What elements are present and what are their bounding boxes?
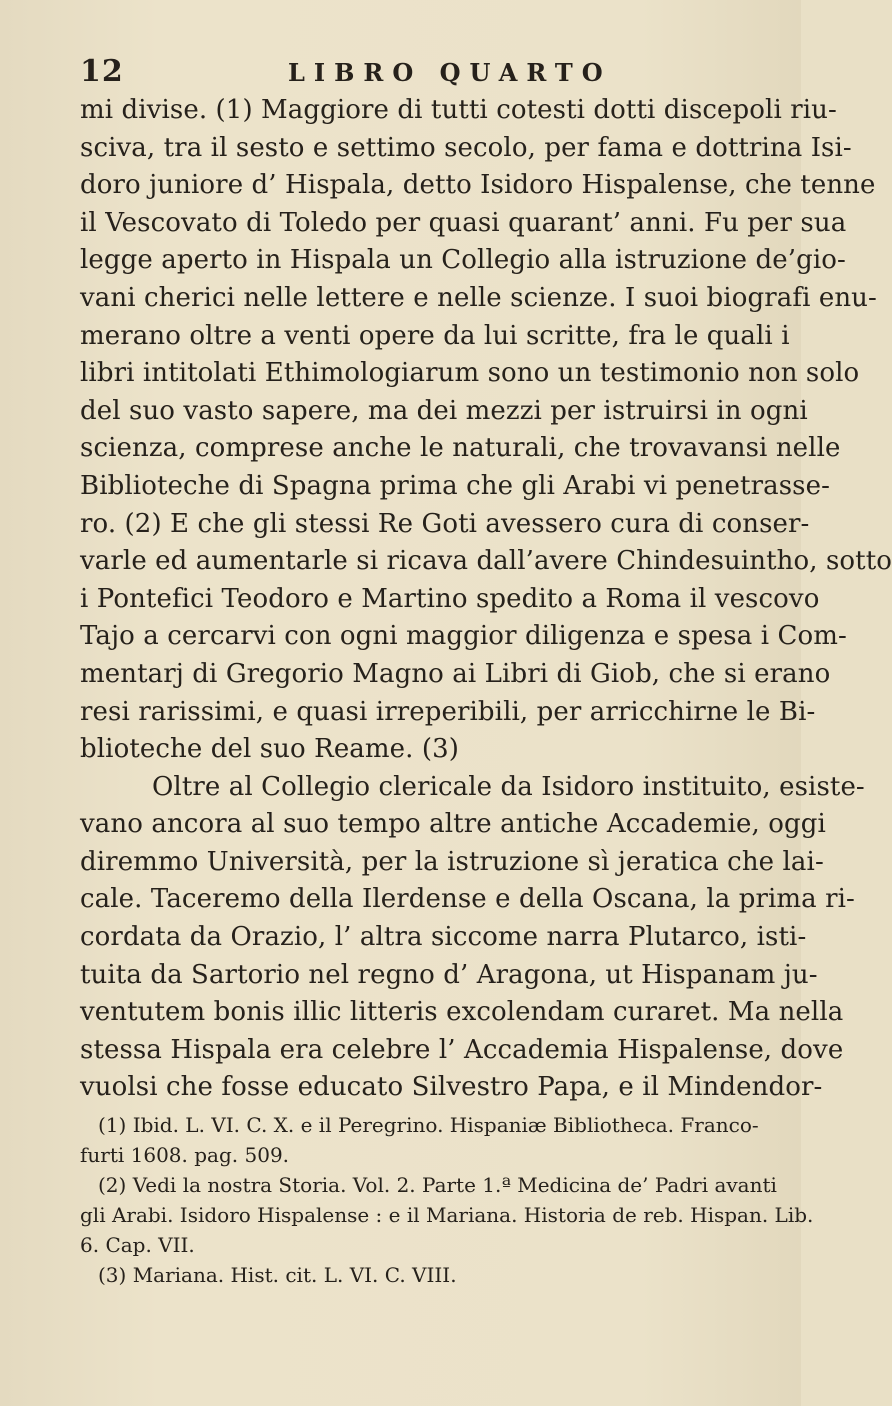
text-line: Tajo a cercarvi con ogni maggior diligenza e spesa i Com- (80, 621, 847, 652)
text-line: varle ed aumentarle si ricava dall’avere Chindesuintho, sotto (80, 546, 892, 577)
text-line: cordata da Orazio, l’ altra siccome narra Plutarco, isti- (80, 922, 807, 953)
footnote-line: furti 1608. pag. 509. (80, 1143, 290, 1167)
text-line: libri intitolati Ethimologiarum sono un testimonio non solo (80, 358, 860, 389)
text-line: doro juniore d’ Hispala, detto Isidoro Hispalense, che tenne (80, 170, 876, 201)
page-number: 12 (80, 54, 124, 89)
text-line: i Pontefici Teodoro e Martino spedito a Roma il vescovo (80, 583, 820, 614)
footnote-line: gli Arabi. Isidoro Hispalense : e il Mariana. Historia de reb. Hispan. Lib. (80, 1203, 814, 1227)
text-line: legge aperto in Hispala un Collegio alla istruzione de’gio- (80, 245, 846, 276)
text-line: sciva, tra il sesto e settimo secolo, per fama e dottrina Isi- (80, 132, 852, 163)
text-line: Biblioteche di Spagna prima che gli Arabi vi penetrasse- (80, 470, 830, 501)
text-line: mentarj di Gregorio Magno ai Libri di Giob, che si erano (80, 658, 831, 689)
text-line: merano oltre a venti opere da lui scritte, fra le quali i (80, 320, 790, 351)
text-line: ventutem bonis illic litteris excolendam curaret. Ma nella (80, 997, 844, 1028)
text-line: Oltre al Collegio clericale da Isidoro instituito, esiste- (152, 771, 865, 802)
running-title: LIBRO QUARTO (288, 58, 612, 87)
text-line: vuolsi che fosse educato Silvestro Papa, e il Mindendor- (80, 1072, 823, 1103)
text-line: mi divise. (1) Maggiore di tutti cotesti dotti discepoli riu- (80, 95, 837, 125)
footnote-line: (1) Ibid. L. VI. C. X. e il Peregrino. Hispaniæ Bibliotheca. Franco- (98, 1113, 759, 1137)
text-line: cale. Taceremo della Ilerdense e della Oscana, la prima ri- (80, 884, 855, 915)
text-line: blioteche del suo Reame. (3) (80, 734, 459, 765)
footnote-line: (3) Mariana. Hist. cit. L. VI. C. VIII. (98, 1263, 457, 1287)
text-line: vano ancora al suo tempo altre antiche Accademie, oggi (80, 809, 826, 840)
footnote-line: (2) Vedi la nostra Storia. Vol. 2. Parte 1.ª Medicina de’ Padri avanti (98, 1173, 777, 1197)
text-line: vani cherici nelle lettere e nelle scienze. I suoi biografi enu- (80, 282, 877, 313)
text-line: diremmo Università, per la istruzione sì jeratica che lai- (80, 846, 824, 877)
text-line: tuita da Sartorio nel regno d’ Aragona, ut Hispanam ju- (80, 959, 818, 990)
text-line: ro. (2) E che gli stessi Re Goti avessero cura di conser- (80, 508, 810, 539)
page-header (80, 54, 740, 94)
footnotes (80, 1110, 814, 1290)
text-line: resi rarissimi, e quasi irreperibili, per arricchirne le Bi- (80, 696, 816, 727)
body-text (80, 92, 892, 1107)
text-line: scienza, comprese anche le naturali, che trovavansi nelle (80, 433, 841, 464)
footnote-line: 6. Cap. VII. (80, 1233, 195, 1257)
text-line: del suo vasto sapere, ma dei mezzi per istruirsi in ogni (80, 395, 808, 426)
text-line: stessa Hispala era celebre l’ Accademia Hispalense, dove (80, 1034, 844, 1065)
text-line: il Vescovato di Toledo per quasi quarant’ anni. Fu per sua (80, 207, 847, 238)
